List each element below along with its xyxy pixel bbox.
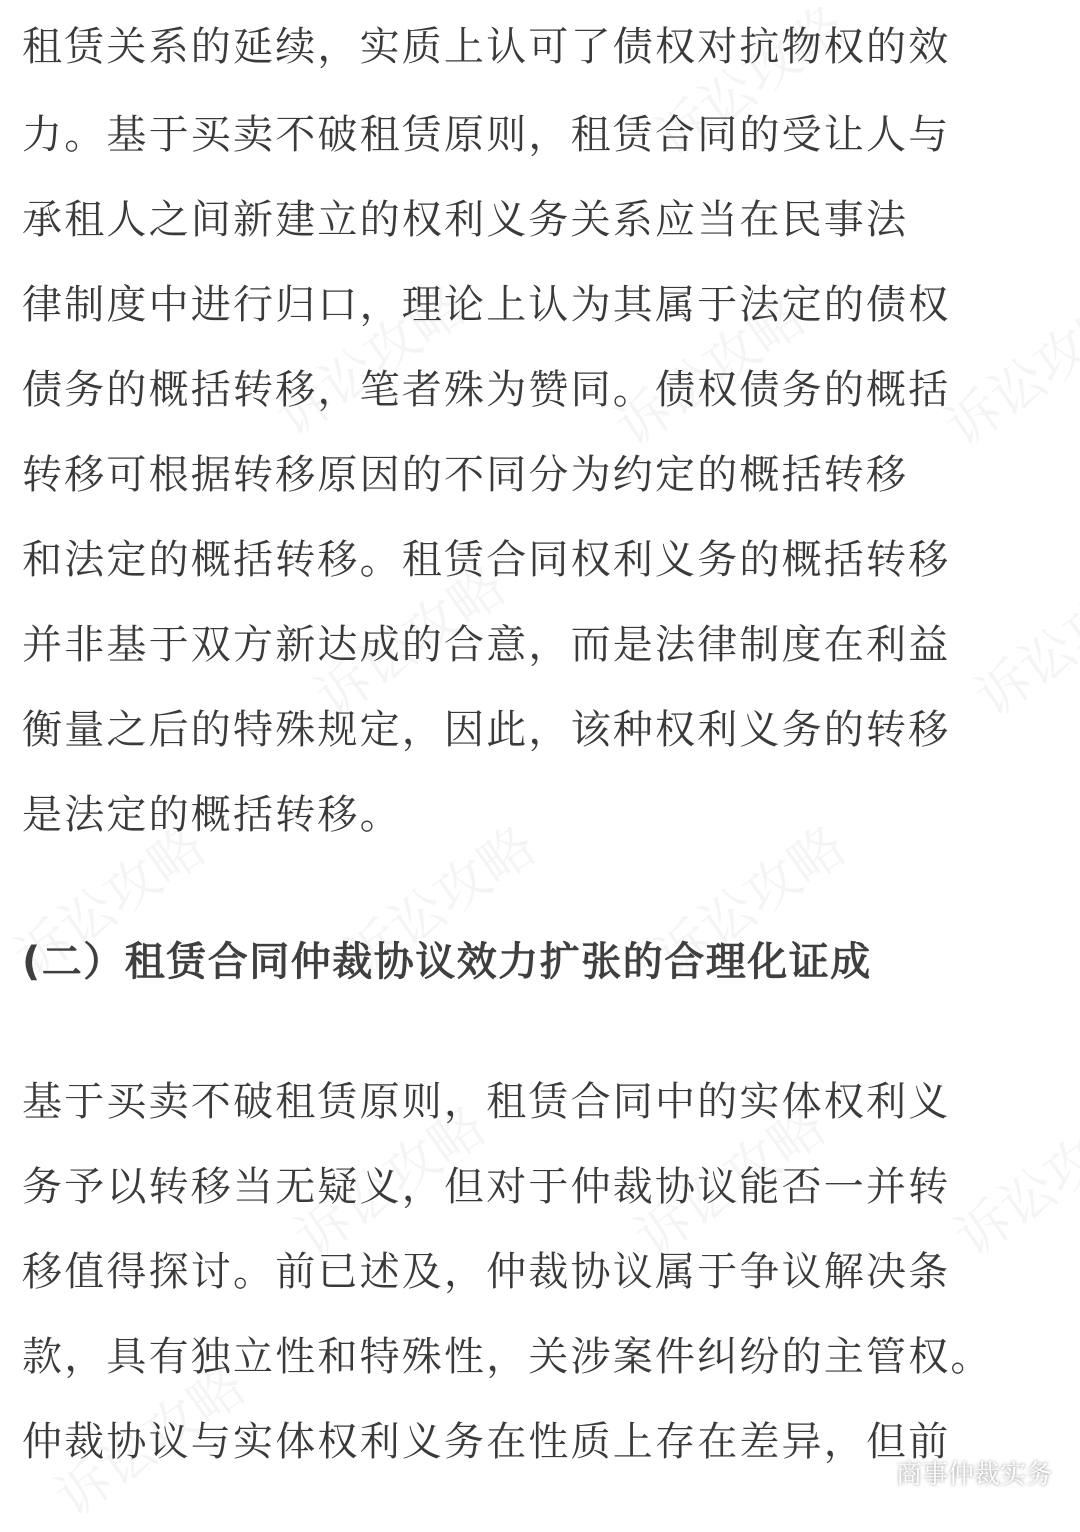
paragraph-line: 力。基于买卖不破租赁原则，租赁合同的受让人与 [22,112,951,158]
article-paragraph-1 [22,0,1062,850]
account-watermark [848,1454,1052,1491]
account-name: 商事仲裁实务 [895,1460,1052,1490]
paragraph-line: 款，具有独立性和特殊性，关涉案件纠纷的主管权。 [22,1334,993,1380]
paragraph-line: 是法定的概括转移。 [22,792,402,838]
paragraph-line: 律制度中进行归口，理论上认为其属于法定的债权 [22,282,951,328]
paragraph-line: 债务的概括转移，笔者殊为赞同。债权债务的概括 [22,367,951,413]
section-heading: (二）租赁合同仲裁协议效力扩张的合理化证成 [22,939,872,985]
paragraph-line: 租赁关系的延续，实质上认可了债权对抗物权的效 [22,24,951,70]
article-paragraph-2 [22,1067,1062,1492]
paragraph-line: 移值得探讨。前已述及，仲裁协议属于争议解决条 [22,1249,951,1295]
paragraph-line: 务予以转移当无疑义，但对于仲裁协议能否一并转 [22,1164,951,1210]
paragraph-line: 基于买卖不破租赁原则，租赁合同中的实体权利义 [22,1079,951,1125]
paragraph-line: 仲裁协议与实体权利义务在性质上存在差异，但前 [22,1419,951,1465]
paragraph-line: 承租人之间新建立的权利义务关系应当在民事法 [22,197,909,243]
wechat-icon [848,1456,888,1490]
paragraph-line: 并非基于双方新达成的合意，而是法律制度在利益 [22,622,951,668]
paragraph-line: 衡量之后的特殊规定，因此，该种权利义务的转移 [22,707,951,753]
paragraph-line: 和法定的概括转移。租赁合同权利义务的概括转移 [22,537,951,583]
paragraph-line: 转移可根据转移原因的不同分为约定的概括转移 [22,452,909,498]
